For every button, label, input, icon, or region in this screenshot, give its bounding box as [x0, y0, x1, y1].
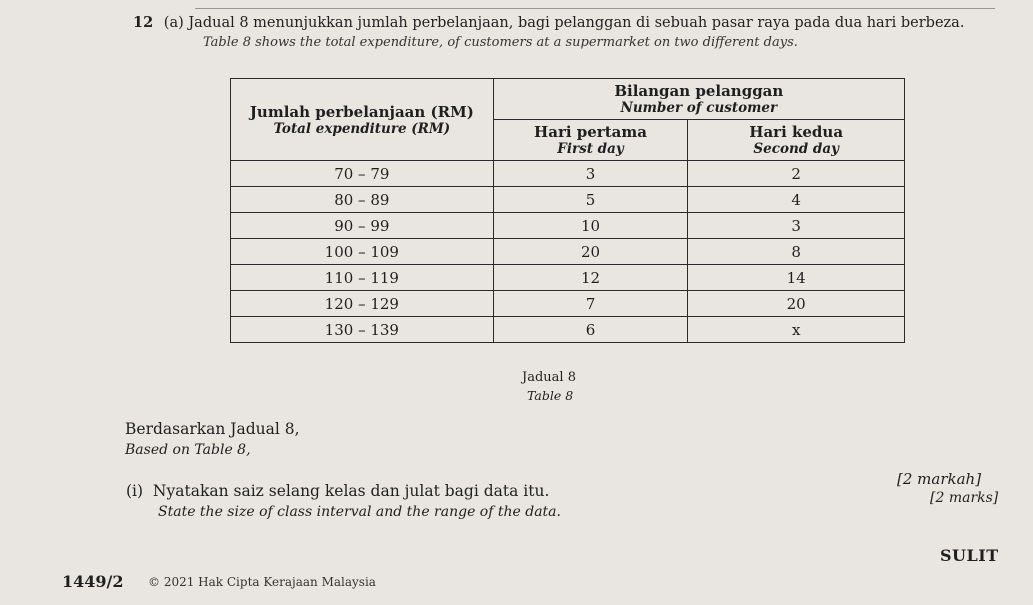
question-stem [133, 14, 964, 31]
col-first-day-ms: Hari pertama [534, 123, 647, 141]
cell-first-day: 3 [493, 161, 688, 187]
question-text-ms: (a) Jadual 8 menunjukkan jumlah perbelanjaan, bagi pelanggan di sebuah pasar raya pada dua hari berbeza. [163, 15, 965, 31]
expenditure-table [230, 78, 905, 343]
subquestion-ms [126, 482, 549, 500]
col-expenditure-header-en: Total expenditure (RM) [273, 120, 451, 137]
marks-en: [2 marks] [930, 490, 999, 506]
table-row [231, 239, 905, 265]
group-customer-header [493, 79, 904, 120]
cell-range: 100 – 109 [231, 239, 494, 265]
table-row [231, 317, 905, 343]
cell-range: 90 – 99 [231, 213, 494, 239]
table-row [231, 187, 905, 213]
table-row [231, 213, 905, 239]
marks-ms: [2 markah] [897, 470, 982, 488]
col-first-day-en: First day [557, 141, 624, 157]
based-on-en: Based on Table 8, [125, 442, 251, 458]
table-caption-ms: Jadual 8 [522, 370, 576, 385]
col-second-day-ms: Hari kedua [749, 123, 844, 141]
cell-first-day: 6 [493, 317, 688, 343]
cell-first-day: 12 [493, 265, 688, 291]
subquestion-label: (i) [126, 482, 144, 500]
table-row [231, 291, 905, 317]
cell-first-day: 10 [493, 213, 688, 239]
cell-range: 70 – 79 [231, 161, 494, 187]
question-number: 12 [133, 14, 154, 31]
col-first-day-header [493, 120, 688, 161]
col-expenditure-header [231, 79, 494, 161]
sulit-label: SULIT [940, 546, 999, 565]
cell-range: 130 – 139 [231, 317, 494, 343]
cell-first-day: 5 [493, 187, 688, 213]
cell-range: 80 – 89 [231, 187, 494, 213]
table-caption-en: Table 8 [527, 388, 574, 403]
cell-second-day: x [688, 317, 905, 343]
cell-second-day: 2 [688, 161, 905, 187]
based-on-ms: Berdasarkan Jadual 8, [125, 420, 300, 438]
copyright-notice: © 2021 Hak Cipta Kerajaan Malaysia [148, 575, 376, 589]
cell-second-day: 4 [688, 187, 905, 213]
group-customer-header-ms: Bilangan pelanggan [614, 82, 784, 100]
group-customer-header-en: Number of customer [620, 100, 778, 116]
top-divider [195, 8, 995, 9]
table-row [231, 161, 905, 187]
paper-code: 1449/2 [62, 572, 124, 591]
col-second-day-header [688, 120, 905, 161]
cell-second-day: 3 [688, 213, 905, 239]
cell-second-day: 14 [688, 265, 905, 291]
cell-first-day: 7 [493, 291, 688, 317]
subquestion-text-en: State the size of class interval and the range of the data. [158, 504, 561, 520]
cell-first-day: 20 [493, 239, 688, 265]
cell-second-day: 20 [688, 291, 905, 317]
col-expenditure-header-ms: Jumlah perbelanjaan (RM) [249, 102, 474, 121]
cell-range: 110 – 119 [231, 265, 494, 291]
cell-range: 120 – 129 [231, 291, 494, 317]
cell-second-day: 8 [688, 239, 905, 265]
question-text-en: Table 8 shows the total expenditure, of customers at a supermarket on two different days. [203, 35, 798, 50]
col-second-day-en: Second day [753, 141, 839, 157]
table-row [231, 265, 905, 291]
subquestion-text-ms: Nyatakan saiz selang kelas dan julat bagi data itu. [152, 482, 550, 500]
